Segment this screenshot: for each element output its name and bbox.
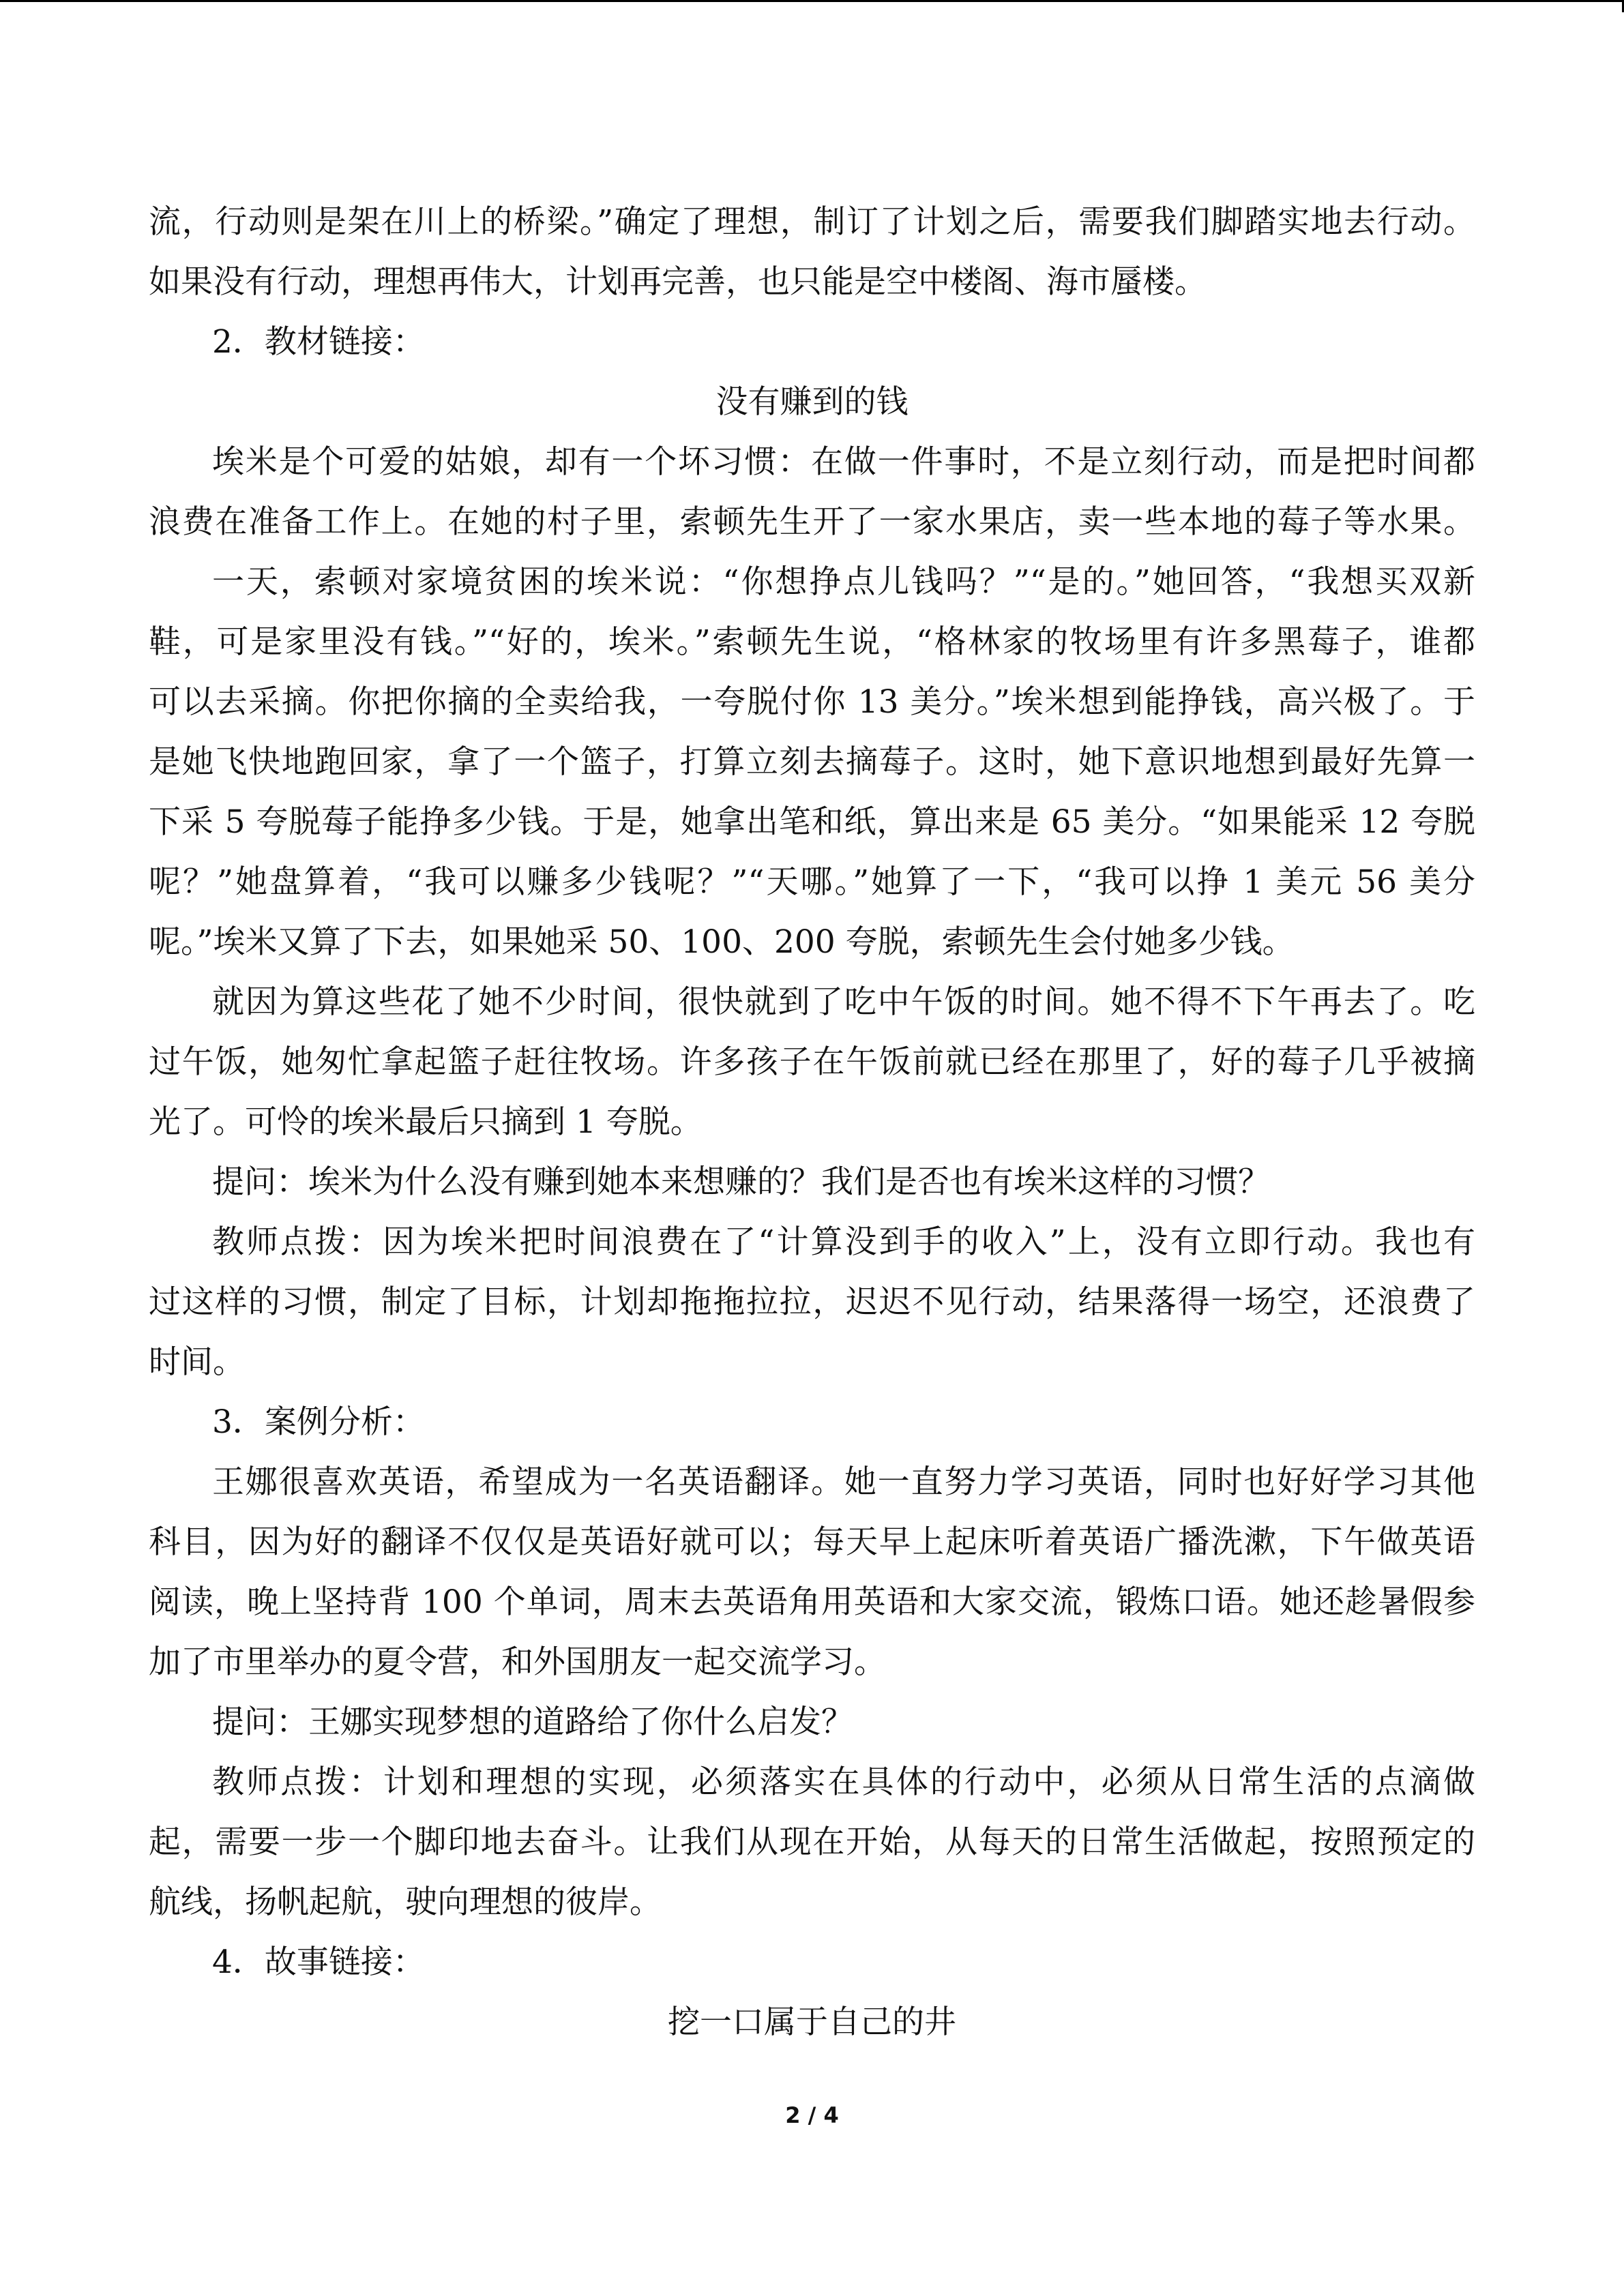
section-heading: 3．案例分析： (212, 1403, 425, 1441)
section-heading: 2．教材链接： (212, 323, 425, 361)
text-line: 流，行动则是架在川上的桥梁。”确定了理想，制订了计划之后，需要我们脚踏实地去行动。 (149, 203, 1475, 241)
teacher-note-line: 教师点拨：因为埃米把时间浪费在了“计算没到手的收入”上，没有立即行动。我也有 (212, 1223, 1475, 1261)
text-line: 阅读，晚上坚持背 100 个单词，周末去英语角用英语和大家交流，锻炼口语。她还趁暑假参 (149, 1583, 1475, 1621)
section-heading: 4．故事链接： (212, 1943, 425, 1981)
page-number: 2 / 4 (785, 2102, 839, 2128)
text-line: 一天，索顿对家境贫困的埃米说：“你想挣点儿钱吗？”“是的。”她回答，“我想买双新 (212, 563, 1475, 601)
text-line: 起，需要一步一个脚印地去奋斗。让我们从现在开始，从每天的日常生活做起，按照预定的 (149, 1823, 1475, 1861)
text-line: 王娜很喜欢英语，希望成为一名英语翻译。她一直努力学习英语，同时也好好学习其他 (212, 1463, 1475, 1501)
text-line: 加了市里举办的夏令营，和外国朋友一起交流学习。 (149, 1643, 886, 1681)
question-line: 提问：王娜实现梦想的道路给了你什么启发？ (212, 1703, 853, 1741)
text-line: 呢？”她盘算着，“我可以赚多少钱呢？”“天哪。”她算了一下，“我可以挣 1 美元 56 美分 (149, 863, 1475, 901)
text-line: 科目，因为好的翻译不仅仅是英语好就可以；每天早上起床听着英语广播洗漱，下午做英语 (149, 1523, 1475, 1561)
text-line: 呢。”埃米又算了下去，如果她采 50、100、200 夸脱，索顿先生会付她多少钱。 (149, 923, 1295, 961)
question-line: 提问：埃米为什么没有赚到她本来想赚的？我们是否也有埃米这样的习惯？ (212, 1163, 1270, 1201)
text-line: 可以去采摘。你把你摘的全卖给我，一夸脱付你 13 美分。”埃米想到能挣钱，高兴极了。于 (149, 683, 1475, 721)
text-line: 埃米是个可爱的姑娘，却有一个坏习惯：在做一件事时，不是立刻行动，而是把时间都 (212, 443, 1475, 481)
text-line: 鞋，可是家里没有钱。”“好的，埃米。”索顿先生说，“格林家的牧场里有许多黑莓子，谁都 (149, 623, 1475, 661)
text-line: 时间。 (149, 1343, 245, 1381)
text-line: 是她飞快地跑回家，拿了一个篮子，打算立刻去摘莓子。这时，她下意识地想到最好先算一 (149, 743, 1475, 781)
teacher-note-line: 教师点拨：计划和理想的实现，必须落实在具体的行动中，必须从日常生活的点滴做 (212, 1763, 1475, 1801)
text-line: 浪费在准备工作上。在她的村子里，索顿先生开了一家水果店，卖一些本地的莓子等水果。 (149, 503, 1475, 541)
text-line: 航线，扬帆起航，驶向理想的彼岸。 (149, 1883, 662, 1921)
story-title: 没有赚到的钱 (715, 383, 909, 421)
text-line: 如果没有行动，理想再伟大，计划再完善，也只能是空中楼阁、海市蜃楼。 (149, 263, 1207, 301)
text-line: 过这样的习惯，制定了目标，计划却拖拖拉拉，迟迟不见行动，结果落得一场空，还浪费了 (149, 1283, 1475, 1321)
text-line: 光了。可怜的埃米最后只摘到 1 夸脱。 (149, 1103, 703, 1141)
text-line: 下采 5 夸脱莓子能挣多少钱。于是，她拿出笔和纸，算出来是 65 美分。“如果能采 12 夸脱 (149, 803, 1475, 841)
story-title: 挖一口属于自己的井 (668, 2003, 956, 2041)
top-border-line (0, 0, 1624, 2)
text-line: 就因为算这些花了她不少时间，很快就到了吃中午饭的时间。她不得不下午再去了。吃 (212, 983, 1475, 1021)
text-line: 过午饭，她匆忙拿起篮子赶往牧场。许多孩子在午饭前就已经在那里了，好的莓子几乎被摘 (149, 1043, 1475, 1081)
